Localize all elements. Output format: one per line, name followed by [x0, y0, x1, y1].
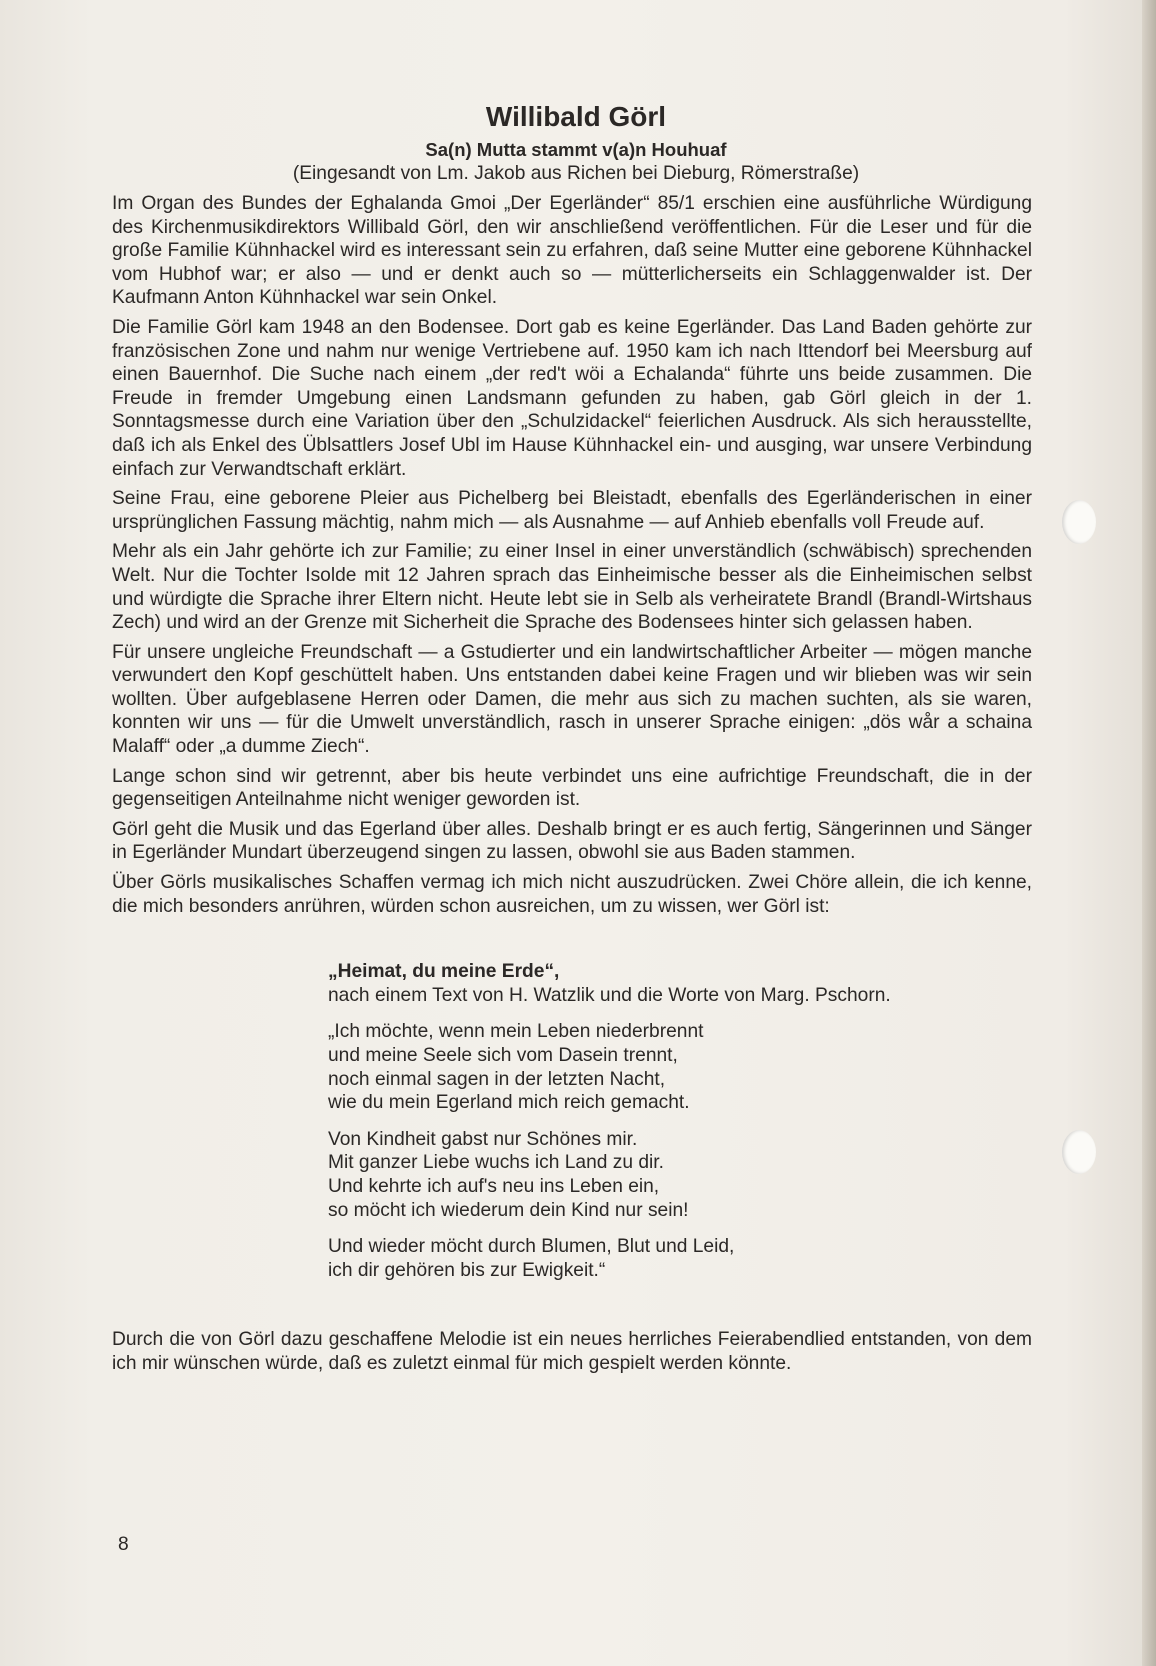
closing-paragraph: Durch die von Görl dazu geschaffene Melodie ist ein neues herrliches Feierabendlied entstanden, von dem ich mir wünschen würde, daß es zuletzt einmal für mich gespielt werden könnte. [112, 1329, 1032, 1374]
poem-stanza [328, 1235, 1032, 1282]
paragraph: Im Organ des Bundes der Eghalanda Gmoi „Der Egerländer“ 85/1 erschien eine ausführliche Würdigung des Kirchenmusikdirektors Willibald Görl, den wir anschließend veröffentlichen. Für die Leser und für die große Familie Kühnhackel wird es interessant sein zu erfahren, daß seine Mutter eine geborene Kühnhackel vom Hubhof war; er also — und er denkt auch so — mütterlicherseits ein Schlaggenwalder ist. Der Kaufmann Anton Kühnhackel war sein Onkel. [112, 193, 1032, 309]
paragraph: Mehr als ein Jahr gehörte ich zur Familie; zu einer Insel in einer unverständlich (schwäbisch) sprechenden Welt. Nur die Tochter Isolde mit 12 Jahren sprach das Einheimische besser als die Einheimischen selbst und würdigte die Sprache ihrer Eltern nicht. Heute lebt sie in Selb als verheiratete Brandl (Brandl-Wirtshaus Zech) und wird an der Grenze mit Sicherheit die Sprache des Bodensees hinter sich gelassen haben. [112, 541, 1032, 634]
punch-hole [1062, 1130, 1096, 1174]
poem-stanza [328, 1020, 1032, 1114]
poem-line: Und kehrte ich auf's neu ins Leben ein, [328, 1175, 660, 1197]
poem-stanza [328, 1128, 1032, 1222]
punch-hole [1062, 500, 1096, 544]
paragraph: Lange schon sind wir getrennt, aber bis heute verbindet uns eine aufrichtige Freundschaft, die in der gegenseitigen Anteilnahme nicht weniger geworden ist. [112, 765, 1032, 811]
article-sender: (Eingesandt von Lm. Jakob aus Richen bei Dieburg, Römerstraße) [292, 163, 860, 184]
poem-title: „Heimat, du meine Erde“, [328, 961, 560, 983]
poem-line: wie du mein Egerland mich reich gemacht. [328, 1092, 690, 1114]
poem-line: noch einmal sagen in der letzten Nacht, [328, 1068, 666, 1090]
poem-line: Und wieder möcht durch Blumen, Blut und Leid, [328, 1236, 735, 1258]
poem-line: Mit ganzer Liebe wuchs ich Land zu dir. [328, 1152, 664, 1174]
article-subtitle: Sa(n) Mutta stammt v(a)n Houhuaf [425, 139, 727, 160]
poem-attribution: nach einem Text von H. Watzlik und die Worte von Marg. Pschorn. [328, 984, 891, 1006]
paragraph: Für unsere ungleiche Freundschaft — a Gstudierter und ein landwirtschaftlicher Arbeiter — mögen manche verwundert den Kopf geschüttelt haben. Uns entstanden dabei keine Fragen und wir blieben was wir sein wollten. Über aufgeblasene Herren oder Damen, die mehr aus sich zu machen suchten, als sie waren, konnten wir uns — für die Umwelt unverständlich, rasch in unserer Sprache einigen: „dös wår a schaina Malaff“ oder „a dumme Ziech“. [112, 641, 1032, 758]
poem [328, 960, 1032, 1282]
poem-line: ich dir gehören bis zur Ewigkeit.“ [328, 1259, 606, 1281]
article [112, 100, 1032, 1395]
article-title: Willibald Görl [485, 101, 667, 132]
paragraph: Görl geht die Musik und das Egerland über alles. Deshalb bringt er es auch fertig, Sängerinnen und Sänger in Egerländer Mundart überzeugend singen zu lassen, obwohl sie aus Baden stammen. [112, 818, 1032, 864]
page-number: 8 [118, 1534, 129, 1555]
binding-edge [1142, 0, 1156, 1666]
poem-line: Von Kindheit gabst nur Schönes mir. [328, 1128, 638, 1150]
paragraph: Über Görls musikalisches Schaffen vermag ich mich nicht auszudrücken. Zwei Chöre allein, die ich kenne, die mich besonders anrühren, würden schon ausreichen, um zu wissen, wer Görl ist: [112, 872, 1032, 917]
paragraph: Seine Frau, eine geborene Pleier aus Pichelberg bei Bleistadt, ebenfalls des Egerländerischen in einer ursprünglichen Fassung mächtig, nahm mich — als Ausnahme — auf Anhieb ebenfalls voll Freude auf. [112, 488, 1032, 533]
poem-line: und meine Seele sich vom Dasein trennt, [328, 1045, 678, 1066]
poem-line: „Ich möchte, wenn mein Leben niederbrennt [328, 1021, 704, 1043]
poem-line: so möcht ich wiederum dein Kind nur sein! [328, 1199, 689, 1221]
paragraph: Die Familie Görl kam 1948 an den Bodensee. Dort gab es keine Egerländer. Das Land Baden gehörte zur französischen Zone und nahm nur wenige Vertriebene auf. 1950 kam ich nach Ittendorf bei Meersburg auf einen Bauernhof. Die Suche nach einem „der red't wöi a Echalanda“ führte uns beide zusammen. Die Freude in fremder Umgebung einen Landsmann gefunden zu haben, gab Görl gleich in der 1. Sonntagsmesse durch eine Variation über den „Schulzidackel“ feierlichen Ausdruck. Als sich herausstellte, daß ich als Enkel des Üblsattlers Josef Ubl im Hause Kühnhackel ein- und ausging, war unsere Verbindung einfach zur Verwandtschaft erklärt. [112, 316, 1032, 480]
